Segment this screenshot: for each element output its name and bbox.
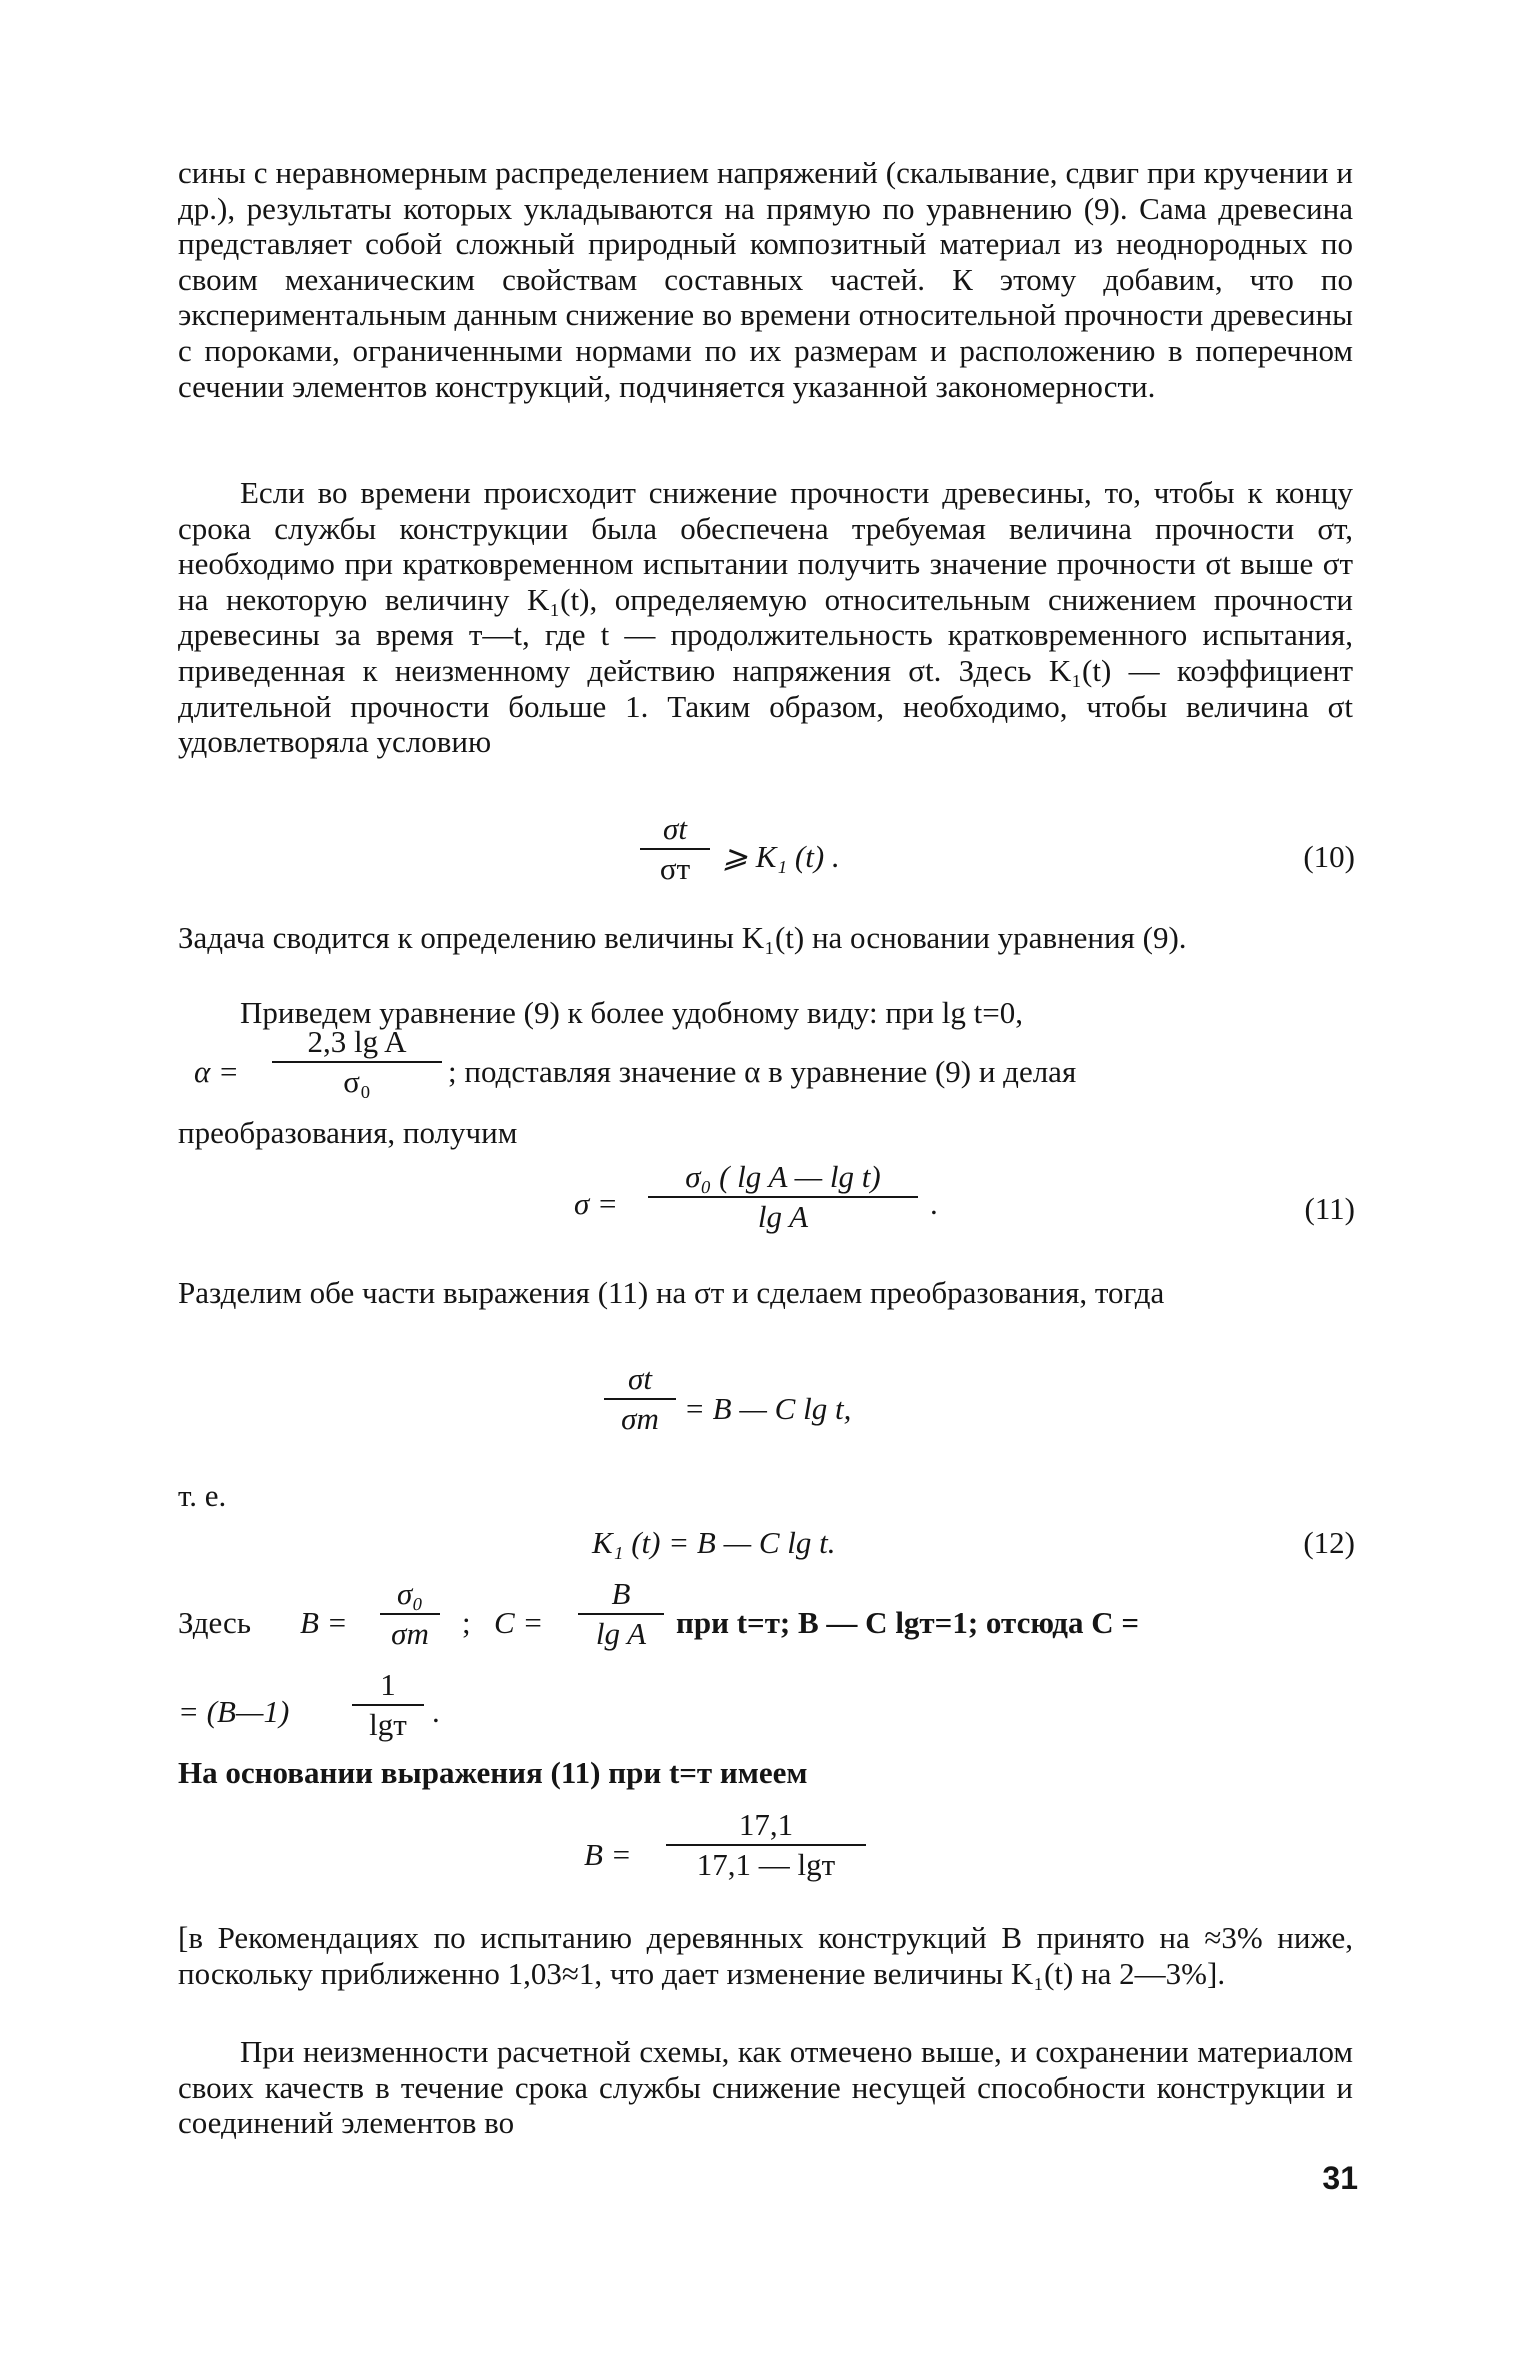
paragraph-divide: Разделим обе части выражения (11) на σт и сделаем преобразования, тогда [178, 1275, 1165, 1310]
fraction-bar [640, 848, 710, 850]
B-val-denominator: 17,1 — lgт [696, 1847, 836, 1882]
paragraph-task: Задача сводится к определению величины K₁(t) на основании уравнения (9). [178, 920, 1187, 955]
B-val-lhs: B = [584, 1837, 632, 1872]
C-def-denominator: lg A [595, 1616, 647, 1651]
ratio-fraction [604, 1362, 676, 1436]
paragraph-recommendations: [в Рекомендациях по испытанию деревянных конструкций B принято на ≈3% ниже, поскольку приближенно 1,03≈1, что дает изменение величины K₁(t) на 2—3%]. [178, 1920, 1353, 1991]
B-def-lhs: B = [300, 1605, 348, 1640]
alpha-numerator: 2,3 lg A [307, 1024, 407, 1059]
eq12-text: K₁ (t) = B — C lg t. [592, 1525, 836, 1560]
alpha-continuation: ; подставляя значение α в уравнение (9) и делая [448, 1054, 1077, 1089]
C-final-numerator: 1 [380, 1667, 396, 1702]
paragraph-strength-reduction: Если во времени происходит снижение прочности древесины, то, чтобы к концу срока службы конструкции была обеспечена требуемая величина прочности σт, необходимо при кратковременном испытании получить значение прочности σt выше σт на некоторую величину K₁(t), определяемую относительным снижением прочности древесины за время т—t, где t — продолжительность кратковременного испытания, приведенная к неизменному действию напряжения σt. Здесь K₁(t) — коэффициент длительной прочности больше 1. Таким образом, необходимо, чтобы величина σt удовлетворяла условию [178, 475, 1353, 760]
eq10-denominator: σт [659, 851, 691, 886]
eq10-numerator: σt [663, 811, 687, 846]
fraction-bar [352, 1704, 424, 1706]
paragraph-continuation: сины с неравномерным распределением напряжений (скалывание, сдвиг при кручении и др.), результаты которых укладываются на прямую по уравнению (9). Сама древесина представляет собой сложный природный композитный материал из неоднородных по своим механическим свойствам составных частей. К этому добавим, что по экспериментальным данным снижение во времени относительной прочности древесины с пороками, ограниченными нормами по их размерам и расположению в поперечном сечении элементов конструкций, подчиняется указанной закономерности. [178, 155, 1353, 404]
paragraph-design-scheme: При неизменности расчетной схемы, как отмечено выше, и сохранении материалом своих качеств в течение срока службы снижение несущей способности конструкции и соединений элементов во [178, 2034, 1353, 2141]
fraction-bar [380, 1613, 440, 1615]
zdes-label: Здесь [178, 1605, 251, 1640]
eq11-denominator: lg A [757, 1199, 809, 1234]
eq11-tail: . [930, 1186, 938, 1221]
paragraph-basis: На основании выражения (11) при t=т имеем [178, 1755, 808, 1790]
paragraph-reduce-line3: преобразования, получим [178, 1115, 518, 1150]
fraction-bar [666, 1844, 866, 1846]
eq11-lhs: σ = [574, 1186, 618, 1221]
eq12-label: (12) [1303, 1525, 1355, 1560]
B-def-denominator: σт [391, 1616, 429, 1651]
eq11-numerator: σ₀ ( lg A — lg t) [685, 1159, 881, 1194]
C-def-lhs: C = [494, 1605, 544, 1640]
eq11-fraction [648, 1160, 918, 1234]
B-def-fraction [380, 1577, 440, 1651]
C-def-numerator: B [611, 1576, 631, 1611]
alpha-fraction [272, 1025, 442, 1099]
B-def-tail: ; [462, 1605, 471, 1640]
C-final-tail: . [432, 1694, 440, 1729]
paragraph-reduce-line1: Приведем уравнение (9) к более удобному виду: при lg t=0, [240, 995, 1023, 1030]
page-number: 31 [1322, 2160, 1358, 2196]
ratio-numerator: σt [628, 1361, 652, 1396]
fraction-bar [648, 1196, 918, 1198]
fraction-bar [272, 1061, 442, 1063]
C-final-denominator: lgт [369, 1707, 407, 1742]
ratio-denominator: σт [621, 1401, 659, 1436]
alpha-lhs: α = [194, 1054, 239, 1089]
alpha-denominator: σ₀ [343, 1064, 371, 1099]
fraction-bar [604, 1398, 676, 1400]
fraction-bar [578, 1613, 664, 1615]
B-val-numerator: 17,1 [738, 1807, 794, 1842]
eq10-label: (10) [1303, 839, 1355, 874]
C-def-fraction [578, 1577, 664, 1651]
zdes-continuation: при t=т; B — C lgт=1; отсюда C = [676, 1605, 1140, 1640]
te-label: т. е. [178, 1478, 227, 1513]
B-val-fraction [666, 1808, 866, 1882]
eq10-fraction [640, 812, 710, 886]
C-final-fraction [352, 1668, 424, 1742]
B-def-numerator: σ₀ [396, 1576, 424, 1611]
C-final-lhs: = (B—1) [178, 1694, 290, 1729]
eq11-label: (11) [1304, 1191, 1355, 1226]
ratio-rhs: = B — C lg t, [684, 1391, 852, 1426]
eq10-rhs: ⩾ K₁ (t) . [722, 839, 840, 874]
